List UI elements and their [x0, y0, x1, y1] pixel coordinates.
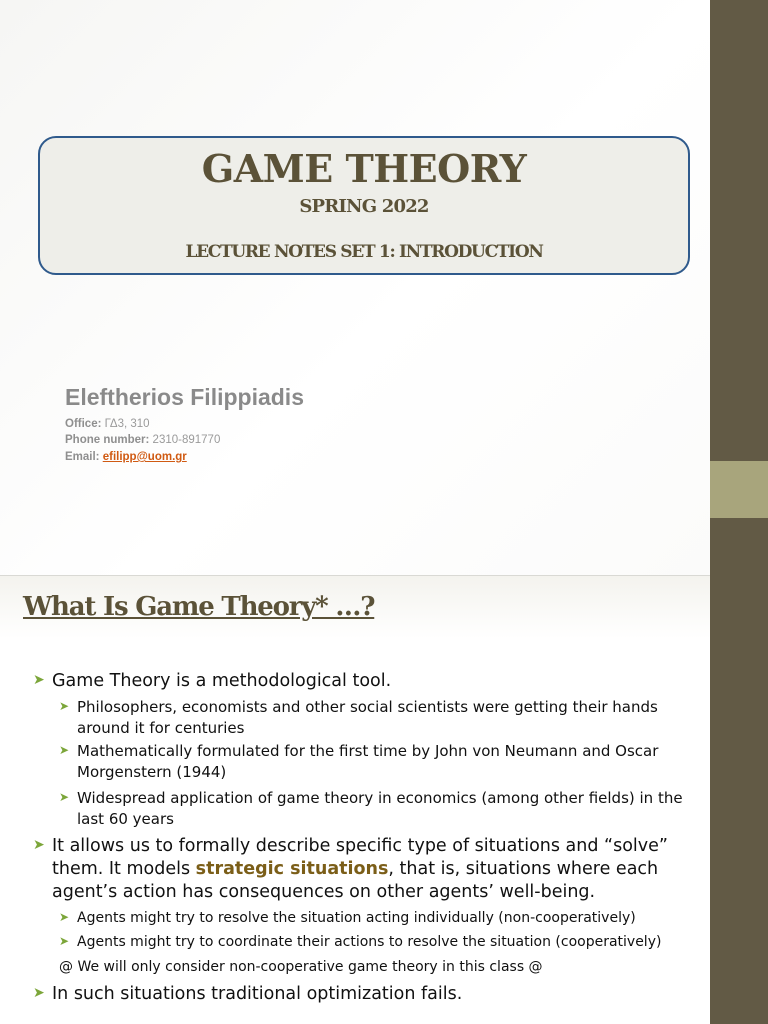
contact-office	[65, 418, 150, 430]
bullet-2-text-start: It allows us to formally describe specific type of situations and “solve” them. It models	[52, 836, 668, 879]
slide-title: GAME THEORY	[201, 146, 527, 191]
bullet-2-text-end: , that is, situations where each agent’s action has consequences on other agents’ well-being.	[52, 859, 659, 902]
arrow-bullet-icon: ➤	[59, 790, 70, 804]
office-label: Office:	[65, 418, 102, 430]
lecture-title: LECTURE NOTES SET 1: INTRODUCTION	[185, 242, 543, 262]
bullet-1-1: Philosophers, economists and other social scientists were getting their hands around it for centuries	[77, 698, 658, 737]
bullet-1: Game Theory is a methodological tool.	[52, 671, 392, 691]
arrow-bullet-icon: ➤	[59, 934, 70, 948]
bullet-1-3: Widespread application of game theory in economics (among other fields) in the last 60 years	[77, 789, 683, 828]
arrow-bullet-icon: ➤	[33, 837, 45, 853]
sidebar-accent	[710, 461, 768, 518]
bullet-3: In such situations traditional optimization fails.	[52, 984, 463, 1004]
arrow-bullet-icon: ➤	[33, 985, 45, 1001]
phone-label: Phone number:	[65, 434, 150, 446]
email-link[interactable]: efilipp@uom.gr	[102, 451, 187, 463]
arrow-bullet-icon: ➤	[59, 910, 70, 924]
arrow-bullet-icon: ➤	[59, 743, 70, 757]
slide-heading: What Is Game Theory* …?	[23, 592, 375, 622]
slide-subtitle: SPRING 2022	[299, 196, 429, 217]
bullet-2	[52, 835, 697, 904]
bullet-2-1: Agents might try to resolve the situation acting individually (non-cooperatively)	[77, 910, 636, 926]
contact-phone	[65, 434, 220, 446]
phone-value: 2310-891770	[152, 434, 221, 446]
title-box	[38, 136, 690, 275]
slide-divider	[0, 575, 710, 576]
author-name: Eleftherios Filippiadis	[65, 384, 304, 410]
bullet-1-2: Mathematically formulated for the first time by John von Neumann and Oscar Morgenstern (1944)	[77, 742, 659, 781]
class-note: @ We will only consider non-cooperative game theory in this class @	[59, 959, 543, 975]
arrow-bullet-icon: ➤	[33, 672, 45, 688]
email-label: Email:	[65, 451, 100, 463]
arrow-bullet-icon: ➤	[59, 699, 70, 713]
office-value: ΓΔ3, 310	[104, 418, 150, 430]
contact-email	[65, 451, 187, 463]
strategic-situations-highlight: strategic situations	[195, 859, 389, 879]
bullet-2-2: Agents might try to coordinate their actions to resolve the situation (cooperatively)	[77, 934, 662, 950]
